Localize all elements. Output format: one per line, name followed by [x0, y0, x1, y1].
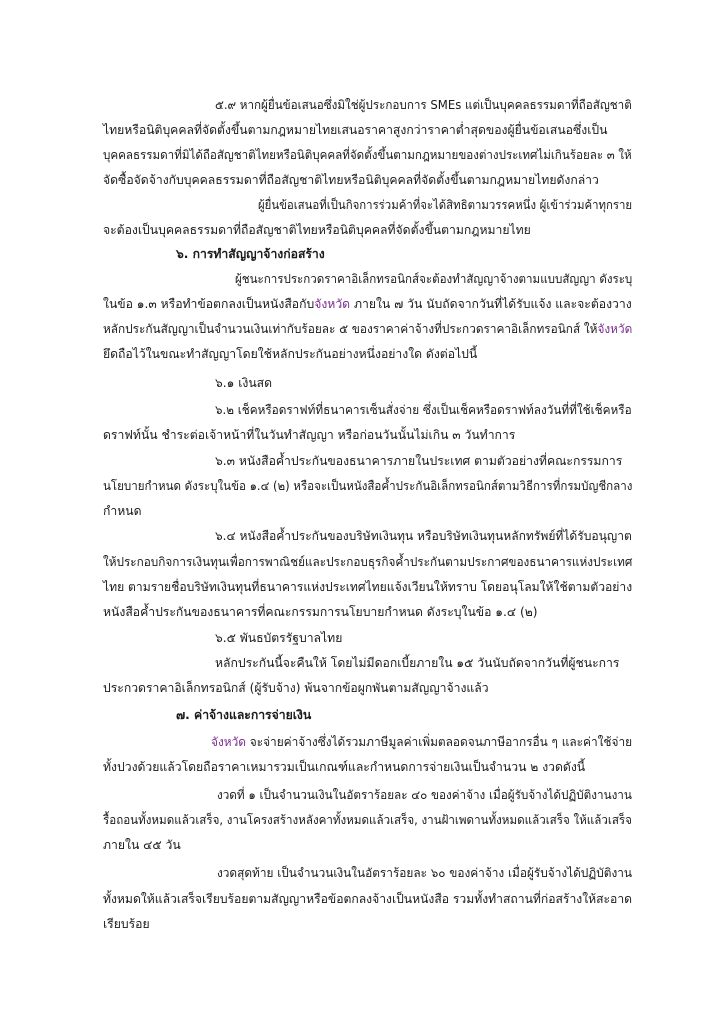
- item-6-1: ๖.๑ เงินสด: [215, 376, 273, 390]
- para-6-line-2: ในข้อ ๑.๓ หรือทำข้อตกลงเป็นหนังสือกับจังหวัด ภายใน ๗ วัน นับถัดจากวันที่ได้รับแจ้ง และจะต้องวาง: [103, 297, 632, 311]
- para-6-line-3: หลักประกันสัญญาเป็นจำนวนเงินเท่ากับร้อยละ ๕ ของราคาค่าจ้างที่ประกวดราคาอิเล็กทรอนิกส์ ให้จังหวัด: [103, 322, 633, 336]
- item-6-3-line-1: ๖.๓ หนังสือค้ำประกันของธนาคารภายในประเทศ ตามตัวอย่างที่คณะกรรมการ: [215, 454, 623, 468]
- para-6-return-line-1: หลักประกันนี้จะคืนให้ โดยไม่มีดอกเบี้ยภายใน ๑๕ วันนับถัดจากวันที่ผู้ชนะการ: [215, 656, 620, 670]
- section-6-heading: ๖. การทำสัญญาจ้างก่อสร้าง: [176, 247, 325, 261]
- para-7-line-2: ทั้งปวงด้วยแล้วโดยถือราคาเหมารวมเป็นเกณฑ์และกำหนดการจ่ายเงินเป็นจำนวน ๒ งวดดังนี้: [103, 760, 586, 774]
- item-6-4-line-4: หนังสือค้ำประกันของธนาคารที่คณะกรรมการนโยบายกำหนด ดังระบุในข้อ ๑.๔ (๒): [103, 605, 538, 619]
- installment-1-line-2: รื้อถอนทั้งหมดแล้วเสร็จ, งานโครงสร้างหลังคาทั้งหมดแล้วเสร็จ, งานฝ้าเพดานทั้งหมดแล้วเสร็จ ให้แล้วเสร็จ: [103, 813, 632, 827]
- para-5-9-line-4: จัดซื้อจัดจ้างกับบุคคลธรรมดาที่ถือสัญชาติไทยหรือนิติบุคคลที่จัดตั้งขึ้นตามกฎหมายไทยดังกล่าว: [103, 173, 599, 187]
- province-highlight: จังหวัด: [597, 322, 633, 336]
- installment-final-line-2: ทั้งหมดให้แล้วเสร็จเรียบร้อยตามสัญญาหรือข้อตกลงจ้างเป็นหนังสือ รวมทั้งทำสถานที่ก่อสร้างให้สะอาด: [103, 892, 633, 906]
- para-6-line-4: ยึดถือไว้ในขณะทำสัญญาโดยใช้หลักประกันอย่างหนึ่งอย่างใด ดังต่อไปนี้: [103, 347, 478, 361]
- para-6-return-line-2: ประกวดราคาอิเล็กทรอนิกส์ (ผู้รับจ้าง) พ้นจากข้อผูกพันตามสัญญาจ้างแล้ว: [103, 681, 489, 695]
- item-6-4-line-2: ให้ประกอบกิจการเงินทุนเพื่อการพาณิชย์และประกอบธุรกิจค้ำประกันตามประกาศของธนาคารแห่งประเทศ: [103, 555, 633, 569]
- item-6-2-line-1: ๖.๒ เช็คหรือดราฟท์ที่ธนาคารเซ็นสั่งจ่าย ซึ่งเป็นเช็คหรือดราฟท์ลงวันที่ที่ใช้เช็คหรือ: [215, 403, 632, 417]
- item-6-4-line-3: ไทย ตามรายชื่อบริษัทเงินทุนที่ธนาคารแห่งประเทศไทยแจ้งเวียนให้ทราบ โดยอนุโลมให้ใช้ตามตัวอย่าง: [103, 580, 633, 594]
- installment-1-line-3: ภายใน ๔๕ วัน: [103, 838, 181, 852]
- item-6-4-line-1: ๖.๔ หนังสือค้ำประกันของบริษัทเงินทุน หรือบริษัทเงินทุนหลักทรัพย์ที่ได้รับอนุญาต: [215, 529, 632, 543]
- item-6-2-line-2: ดราฟท์นั้น ชำระต่อเจ้าหน้าที่ในวันทำสัญญา หรือก่อนวันนั้นไม่เกิน ๓ วันทำการ: [103, 428, 516, 442]
- installment-1-line-1: งวดที่ ๑ เป็นจำนวนเงินในอัตราร้อยละ ๔๐ ของค่าจ้าง เมื่อผู้รับจ้างได้ปฏิบัติงานงาน: [217, 788, 632, 802]
- para-5-9-line-3: บุคคลธรรมดาที่มิได้ถือสัญชาติไทยหรือนิติบุคคลที่จัดตั้งขึ้นตามกฎหมายของต่างประเทศไม่เกินร้อยละ ๓ ให้: [103, 148, 632, 162]
- para-7-line-1: จังหวัด จะจ่ายค่าจ้างซึ่งได้รวมภาษีมูลค่าเพิ่มตลอดจนภาษีอากรอื่น ๆ และค่าใช้จ่าย: [211, 735, 633, 749]
- province-highlight: จังหวัด: [314, 297, 351, 311]
- installment-final-line-1: งวดสุดท้าย เป็นจำนวนเงินในอัตราร้อยละ ๖๐ ของค่าจ้าง เมื่อผู้รับจ้างได้ปฏิบัติงาน: [217, 866, 633, 880]
- item-6-5: ๖.๕ พันธบัตรรัฐบาลไทย: [215, 631, 343, 645]
- item-6-3-line-3: กำหนด: [103, 504, 142, 518]
- para-5-9-line-1: ๕.๙ หากผู้ยื่นข้อเสนอซึ่งมิใช่ผู้ประกอบการ SMEs แต่เป็นบุคคลธรรมดาที่ถือสัญชาติ: [215, 98, 632, 112]
- item-6-3-line-2: นโยบายกำหนด ดังระบุในข้อ ๑.๔ (๒) หรือจะเป็นหนังสือค้ำประกันอิเล็กทรอนิกส์ตามวิธีการที่กรมบัญชีกลาง: [103, 479, 633, 493]
- para-6-line-1: ผู้ชนะการประกวดราคาอิเล็กทรอนิกส์จะต้องทำสัญญาจ้างตามแบบสัญญา ดังระบุ: [235, 272, 633, 286]
- para-5-9b-line-1: ผู้ยื่นข้อเสนอที่เป็นกิจการร่วมค้าที่จะได้สิทธิตามวรรคหนึ่ง ผู้เข้าร่วมค้าทุกราย: [258, 198, 633, 212]
- para-5-9-line-2: ไทยหรือนิติบุคคลที่จัดตั้งขึ้นตามกฎหมายไทยเสนอราคาสูงกว่าราคาต่ำสุดของผู้ยื่นข้อเสนอซึ่งเป็น: [103, 123, 608, 137]
- installment-final-line-3: เรียบร้อย: [103, 917, 150, 931]
- para-5-9b-line-2: จะต้องเป็นบุคคลธรรมดาที่ถือสัญชาติไทยหรือนิติบุคคลที่จัดตั้งขึ้นตามกฎหมายไทย: [103, 223, 531, 237]
- province-highlight: จังหวัด: [211, 735, 246, 749]
- section-7-heading: ๗. ค่าจ้างและการจ่ายเงิน: [176, 708, 312, 722]
